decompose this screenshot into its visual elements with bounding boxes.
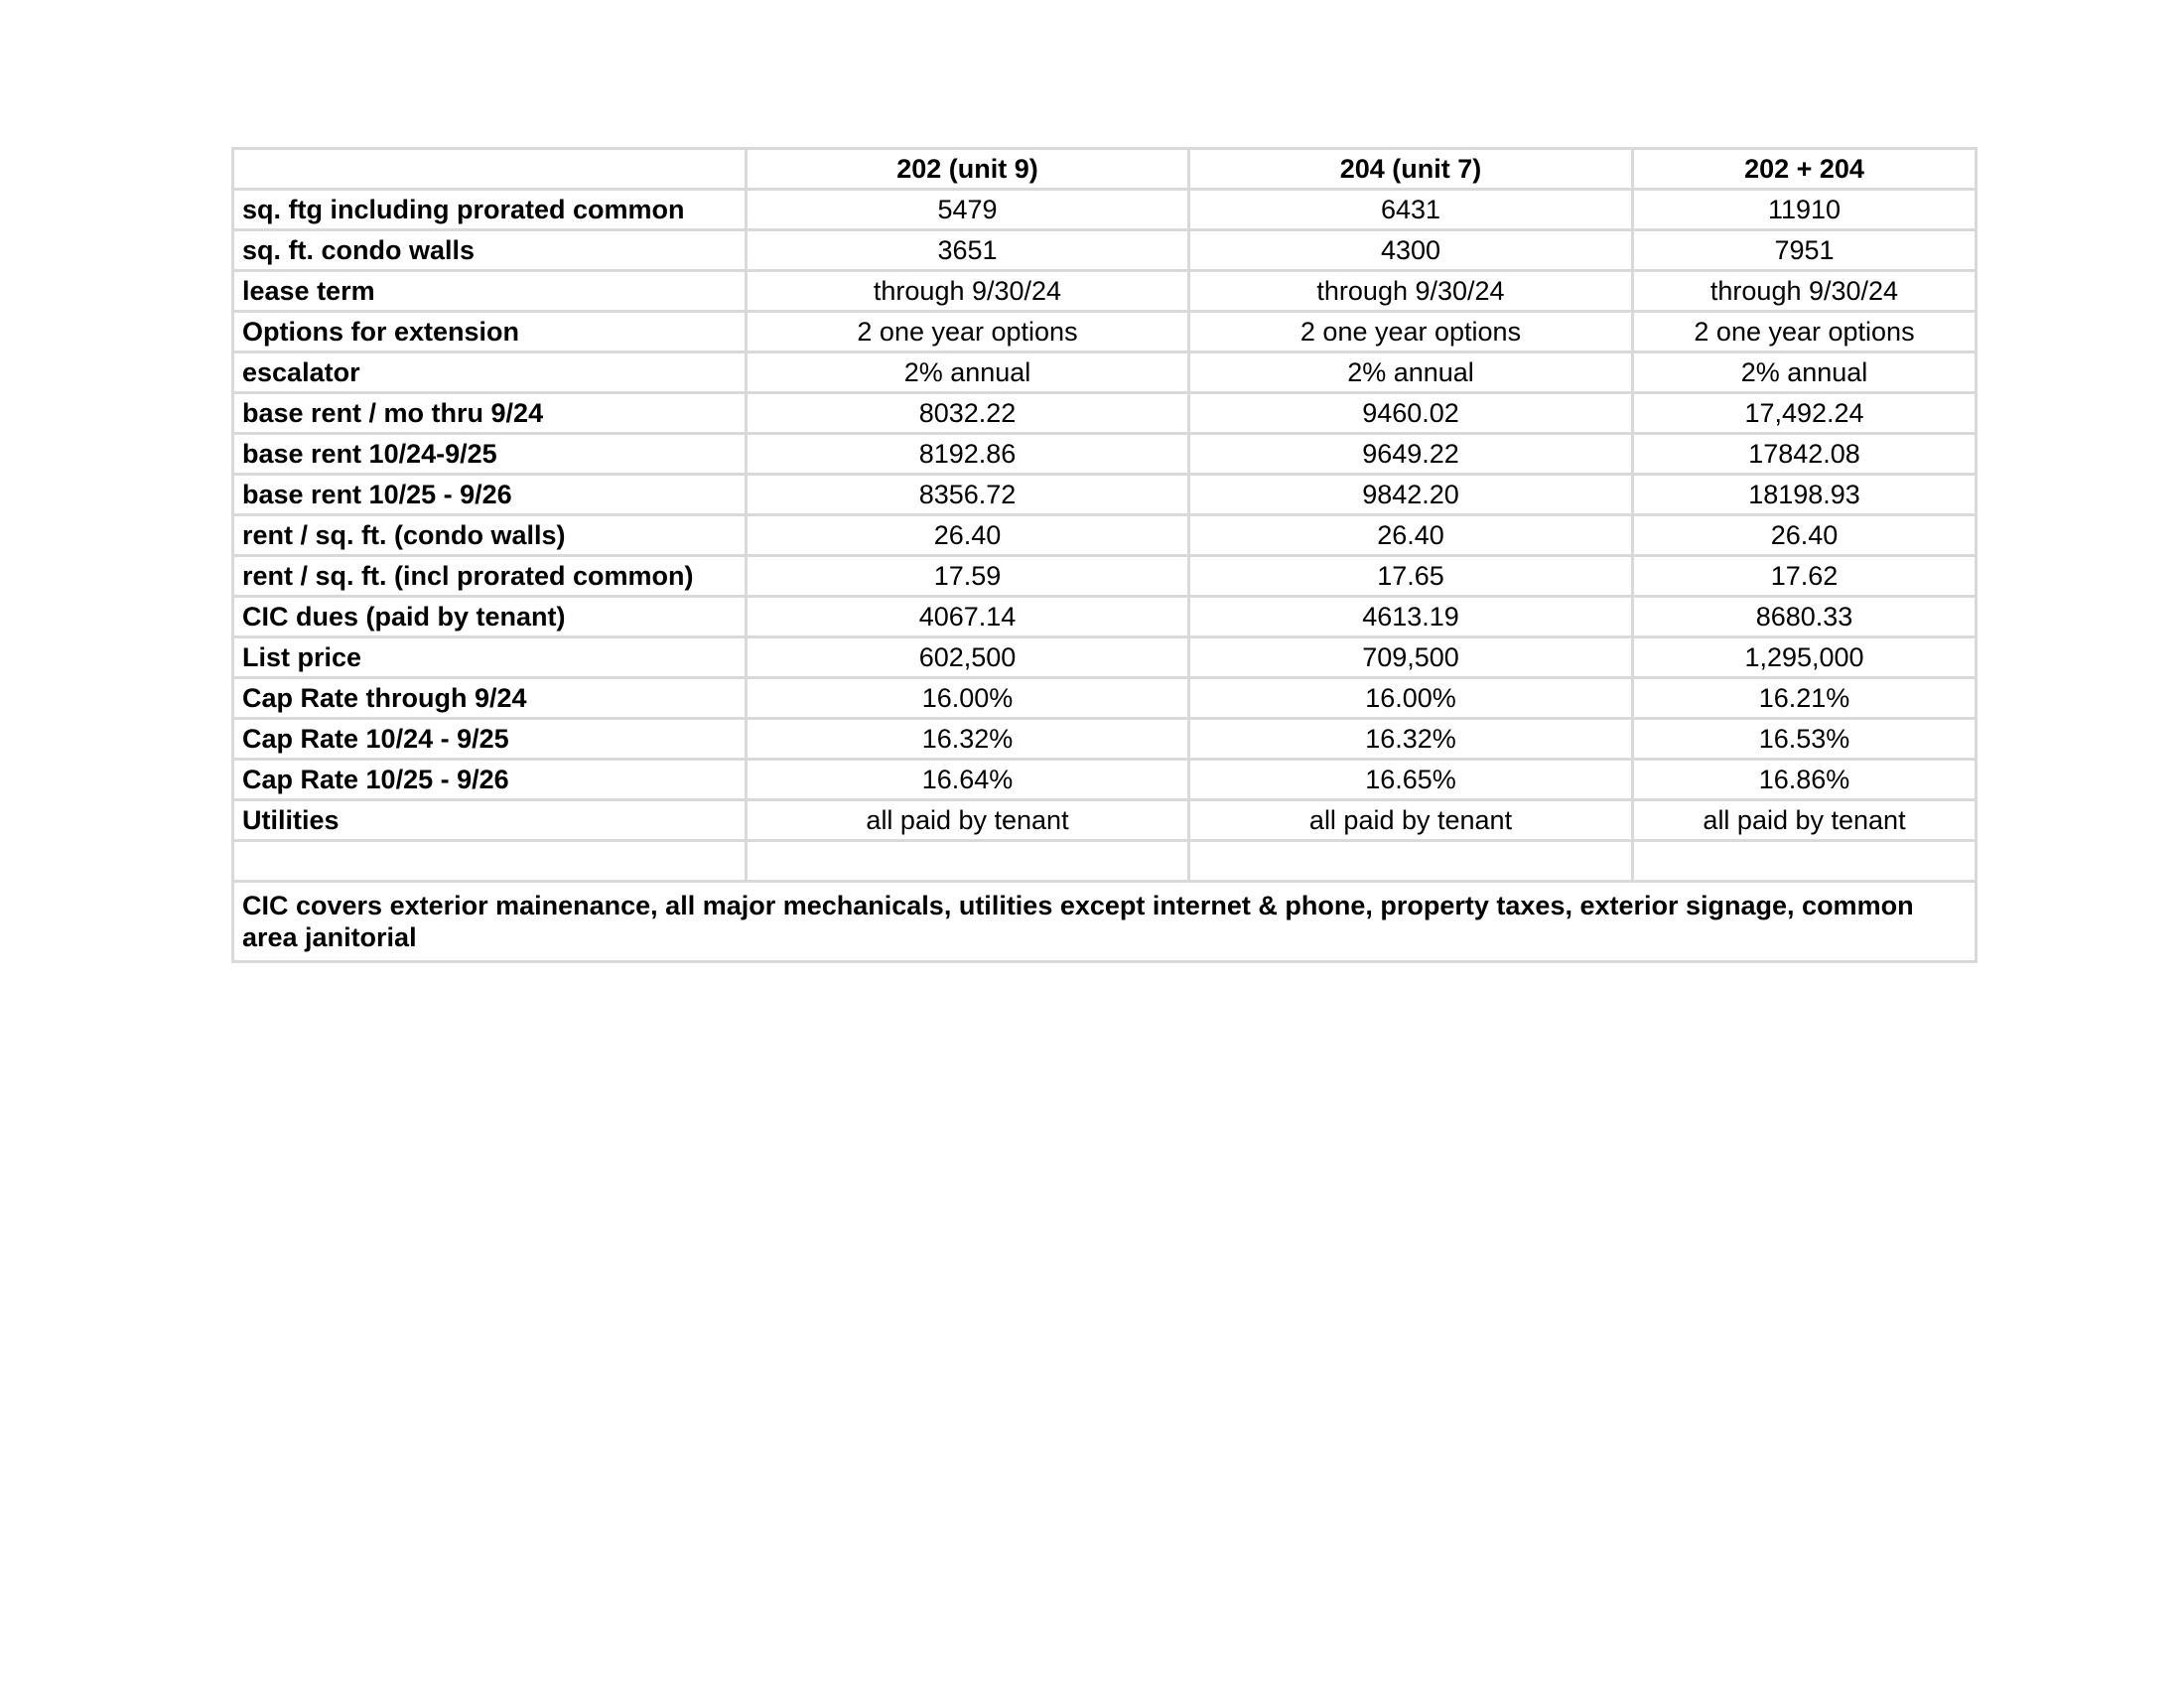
table-row [233,190,1977,230]
row-label: CIC dues (paid by tenant) [233,597,747,637]
cell-combined: 8680.33 [1633,597,1977,637]
cell-unit-9: all paid by tenant [747,800,1189,841]
cell-unit-7: 16.32% [1189,719,1633,760]
cell-combined: 16.21% [1633,678,1977,719]
table-row [233,760,1977,800]
cell-combined: 26.40 [1633,515,1977,556]
table-row [233,800,1977,841]
cell-unit-7: 17.65 [1189,556,1633,597]
cell-unit-7: 709,500 [1189,637,1633,678]
cell-unit-9: 5479 [747,190,1189,230]
cell-combined: 16.53% [1633,719,1977,760]
cell-unit-7: 4613.19 [1189,597,1633,637]
header-cell-unit-7: 204 (unit 7) [1189,149,1633,190]
cell-unit-9: through 9/30/24 [747,271,1189,312]
cell-unit-7: 2 one year options [1189,312,1633,352]
row-label: Cap Rate through 9/24 [233,678,747,719]
row-label: rent / sq. ft. (incl prorated common) [233,556,747,597]
cell-combined: all paid by tenant [1633,800,1977,841]
lease-comparison-table [231,147,1978,963]
cell-unit-7: 16.65% [1189,760,1633,800]
cell-combined: 1,295,000 [1633,637,1977,678]
row-label: base rent 10/24-9/25 [233,434,747,475]
cell-unit-9: 2% annual [747,352,1189,393]
header-cell-blank [233,149,747,190]
table-row [233,393,1977,434]
table-row [233,556,1977,597]
row-label: Utilities [233,800,747,841]
cell-unit-9: 4067.14 [747,597,1189,637]
cell-combined: 2 one year options [1633,312,1977,352]
cell-combined: 18198.93 [1633,475,1977,515]
cell-unit-7: 16.00% [1189,678,1633,719]
cell-unit-9 [747,841,1189,882]
row-label: Cap Rate 10/25 - 9/26 [233,760,747,800]
cell-combined: through 9/30/24 [1633,271,1977,312]
table-row [233,678,1977,719]
row-label: Cap Rate 10/24 - 9/25 [233,719,747,760]
cell-unit-9: 8032.22 [747,393,1189,434]
header-row [233,149,1977,190]
row-label: Options for extension [233,312,747,352]
cell-unit-7: 6431 [1189,190,1633,230]
table-row [233,475,1977,515]
table-row [233,230,1977,271]
cell-unit-9: 16.00% [747,678,1189,719]
note-cell: CIC covers exterior mainenance, all major mechanicals, utilities except internet & phone, property taxes, exterior signage, common area janitorial [233,882,1977,962]
table-body [233,190,1977,882]
cell-unit-9: 16.32% [747,719,1189,760]
row-label: escalator [233,352,747,393]
cell-unit-9: 16.64% [747,760,1189,800]
cell-combined: 17.62 [1633,556,1977,597]
cell-unit-7: all paid by tenant [1189,800,1633,841]
row-label: base rent / mo thru 9/24 [233,393,747,434]
cell-unit-9: 8192.86 [747,434,1189,475]
note-row [233,882,1977,962]
row-label: List price [233,637,747,678]
row-label: base rent 10/25 - 9/26 [233,475,747,515]
cell-unit-9: 26.40 [747,515,1189,556]
table-row [233,434,1977,475]
cell-unit-9: 8356.72 [747,475,1189,515]
cell-combined: 7951 [1633,230,1977,271]
table-row [233,515,1977,556]
cell-unit-7: through 9/30/24 [1189,271,1633,312]
cell-combined [1633,841,1977,882]
row-label [233,841,747,882]
header-cell-unit-9: 202 (unit 9) [747,149,1189,190]
row-label: sq. ft. condo walls [233,230,747,271]
table-row [233,637,1977,678]
row-label: sq. ftg including prorated common [233,190,747,230]
cell-unit-7: 9460.02 [1189,393,1633,434]
cell-unit-7: 9842.20 [1189,475,1633,515]
cell-unit-7 [1189,841,1633,882]
cell-unit-9: 17.59 [747,556,1189,597]
cell-unit-7: 26.40 [1189,515,1633,556]
cell-combined: 17842.08 [1633,434,1977,475]
cell-unit-7: 2% annual [1189,352,1633,393]
table-row [233,597,1977,637]
cell-unit-9: 2 one year options [747,312,1189,352]
cell-combined: 11910 [1633,190,1977,230]
table-row [233,352,1977,393]
table-row [233,312,1977,352]
cell-unit-7: 9649.22 [1189,434,1633,475]
row-label: rent / sq. ft. (condo walls) [233,515,747,556]
table-row [233,841,1977,882]
header-cell-combined: 202 + 204 [1633,149,1977,190]
cell-combined: 2% annual [1633,352,1977,393]
table-row [233,719,1977,760]
row-label: lease term [233,271,747,312]
cell-unit-9: 3651 [747,230,1189,271]
cell-unit-9: 602,500 [747,637,1189,678]
cell-combined: 16.86% [1633,760,1977,800]
table-row [233,271,1977,312]
cell-unit-7: 4300 [1189,230,1633,271]
cell-combined: 17,492.24 [1633,393,1977,434]
